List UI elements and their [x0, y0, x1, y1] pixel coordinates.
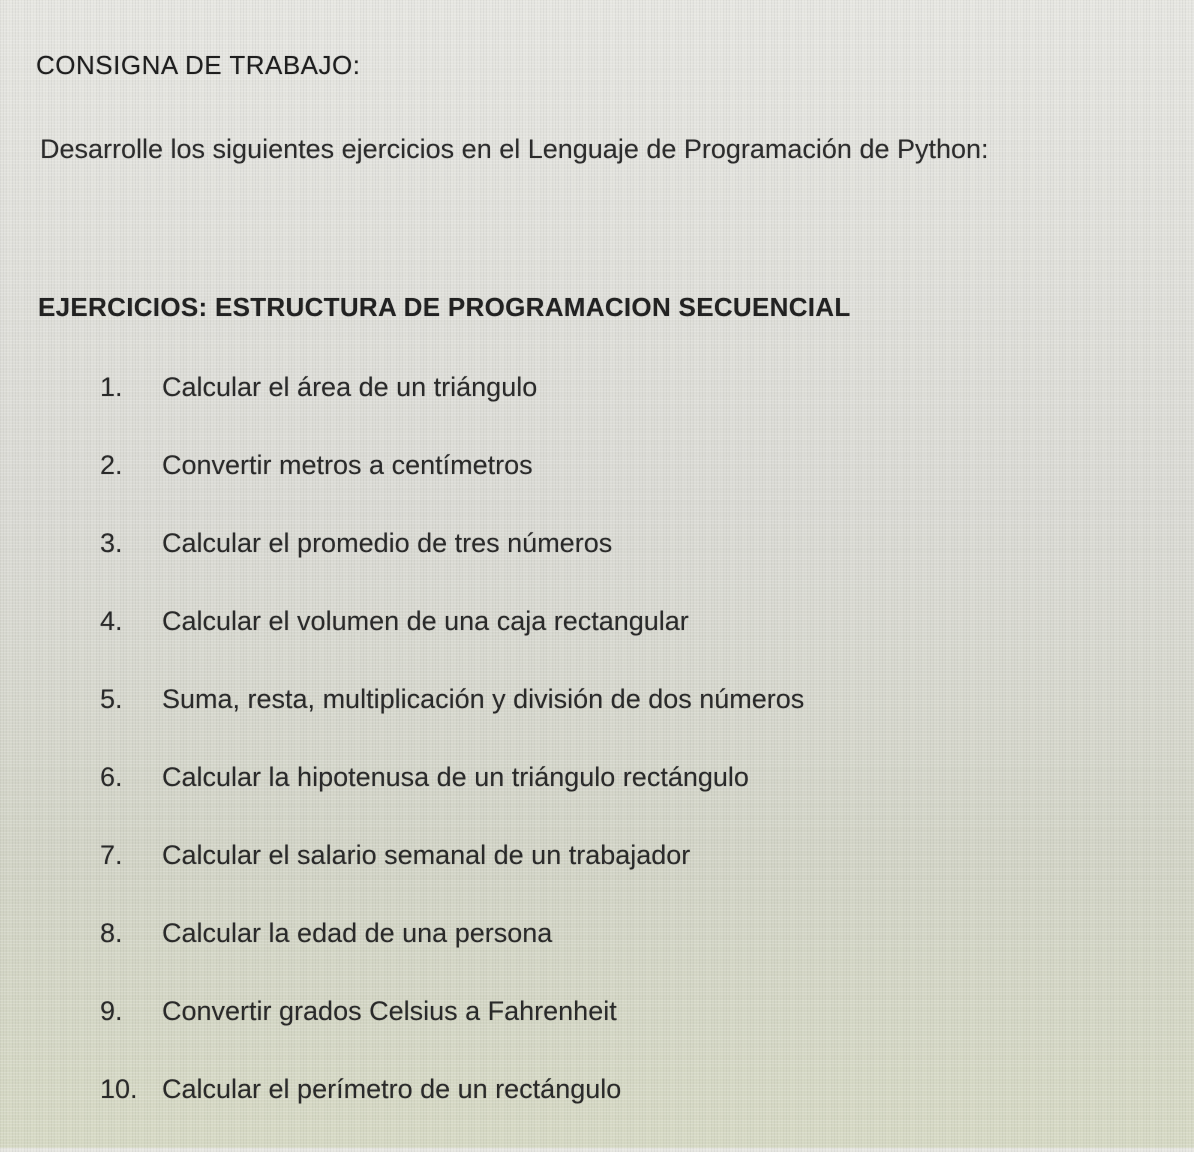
- exercise-item-1: [100, 372, 1100, 450]
- exercise-text: Convertir metros a centímetros: [162, 450, 533, 480]
- exercise-item-8: [100, 918, 1100, 996]
- exercise-number: 6.: [100, 762, 123, 792]
- exercise-number: 7.: [100, 840, 123, 870]
- intro-paragraph: Desarrolle los siguientes ejercicios en el Lenguaje de Programación de Python:: [40, 134, 989, 164]
- exercise-list: [100, 372, 1100, 1152]
- exercise-text: Calcular la edad de una persona: [162, 918, 553, 948]
- exercise-text: Calcular el promedio de tres números: [162, 528, 613, 558]
- exercise-number: 8.: [100, 918, 123, 948]
- exercise-item-9: [100, 996, 1100, 1074]
- exercise-text: Convertir grados Celsius a Fahrenheit: [162, 996, 617, 1026]
- section-title: EJERCICIOS: ESTRUCTURA DE PROGRAMACION SECUENCIAL: [38, 292, 851, 322]
- exercise-number: 1.: [100, 372, 123, 402]
- exercise-item-4: [100, 606, 1100, 684]
- exercise-number: 5.: [100, 684, 123, 714]
- exercise-item-5: [100, 684, 1100, 762]
- exercise-item-10: [100, 1074, 1100, 1152]
- document-heading: CONSIGNA DE TRABAJO:: [36, 50, 361, 80]
- exercise-text: Calcular la hipotenusa de un triángulo rectángulo: [162, 762, 749, 792]
- exercise-item-3: [100, 528, 1100, 606]
- exercise-number: 2.: [100, 450, 123, 480]
- exercise-item-7: [100, 840, 1100, 918]
- exercise-item-6: [100, 762, 1100, 840]
- exercise-text: Calcular el área de un triángulo: [162, 372, 538, 402]
- exercise-number: 4.: [100, 606, 123, 636]
- exercise-text: Calcular el perímetro de un rectángulo: [162, 1074, 622, 1104]
- exercise-text: Calcular el salario semanal de un trabajador: [162, 840, 691, 870]
- exercise-number: 10.: [100, 1074, 138, 1104]
- exercise-number: 3.: [100, 528, 123, 558]
- exercise-number: 9.: [100, 996, 123, 1026]
- exercise-item-2: [100, 450, 1100, 528]
- exercise-text: Suma, resta, multiplicación y división de dos números: [162, 684, 805, 714]
- exercise-text: Calcular el volumen de una caja rectangular: [162, 606, 689, 636]
